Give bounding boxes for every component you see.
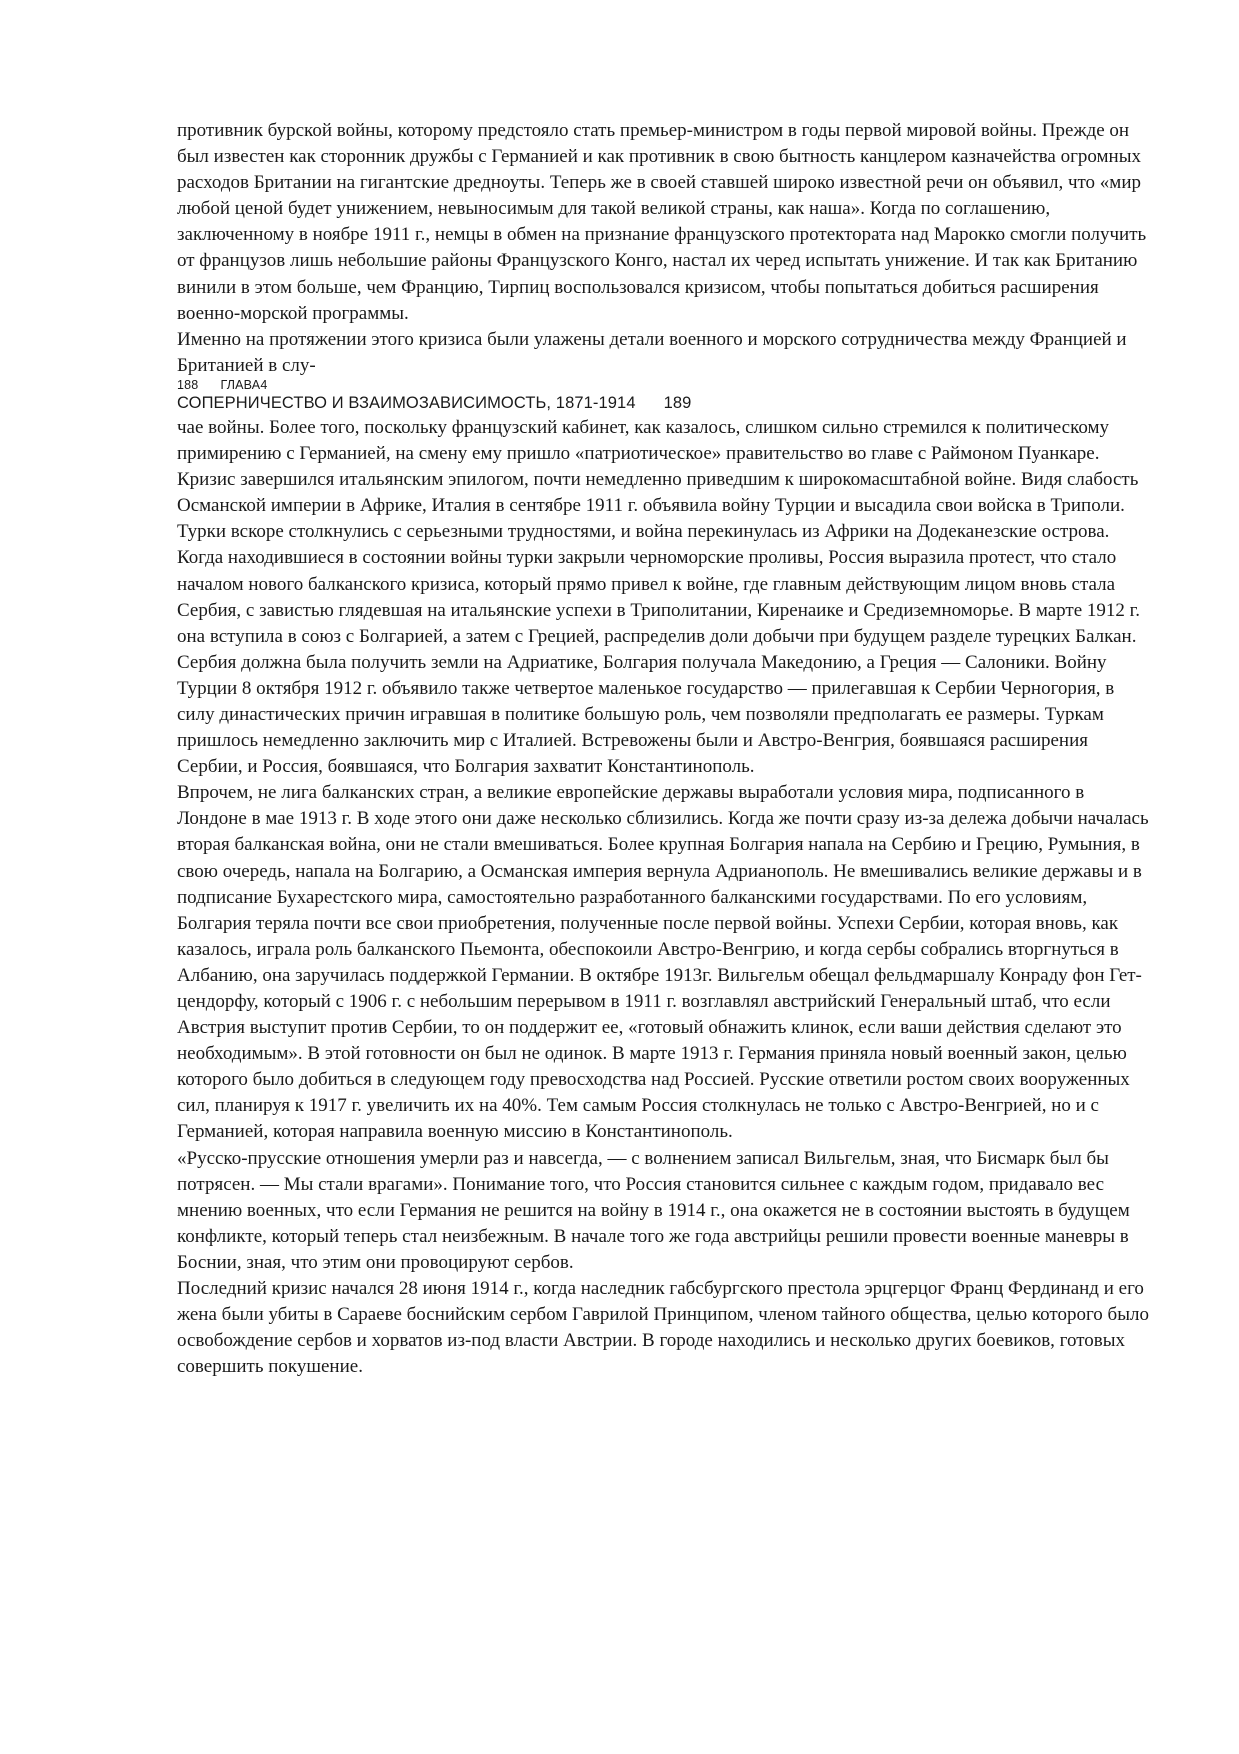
running-title: СОПЕРНИЧЕСТВО И ВЗАИМОЗАВИСИМОСТЬ, 1871-1914 (177, 393, 636, 412)
paragraph: Когда находившиеся в состоянии войны турки закрыли черноморские проливы, Россия выразила протест, что стало началом нового балканского кризиса, который прямо привел к войне, где главным действующим лицом вновь стала Сербия, с завистью глядевшая на итальянские успехи в Триполитании, Киренаике и Средиземноморье. В марте 1912 г. она вступила в союз с Болгарией, а затем с Грецией, распределив доли добычи при будущем разделе турецких Балкан. Сербия должна была получить земли на Адриатике, Болгария получала Македонию, а Греция — Салоники. Войну Турции 8 октября 1912 г. объявило также четвертое маленькое государство — прилегавшая к Сербии Черногория, в силу династических причин игравшая в политике большую роль, чем позволяли предполагать ее размеры. Туркам пришлось немедленно заключить мир с Италией. Встревожены были и Австро-Венгрия, боявшаяся расширения Сербии, и Россия, боявшаяся, что Болгария захватит Константинополь. (177, 547, 1141, 778)
page-number-left: 188 (177, 377, 199, 392)
paragraph: «Русско-прусские отношения умерли раз и навсегда, — с волнением записал Вильгельм, зная, что Бисмарк был бы потрясен. — Мы стали врагами». Понимание того, что Россия становится сильнее с каждым годом, придавало вес мнению военных, что если Германия не решится на войну в 1914 г., она окажется не в состоянии выстоять в будущем конфликте, который теперь стал неизбежным. В начале того же года австрийцы решили провести военные маневры в Боснии, зная, что этим они провоцируют сербов. (177, 1147, 1130, 1273)
running-header-left (177, 379, 1152, 391)
paragraph: Последний кризис начался 28 июня 1914 г., когда наследник габсбургского престола эрцгерцог Франц Фердинанд и его жена были убиты в Сараеве боснийским сербом Гаврилой Принципом, членом тайного общества, целью которого было освобождение сербов и хорватов из-под власти Австрии. В городе находились и несколько других боевиков, готовых совершить покушение. (177, 1278, 1149, 1378)
paragraph: чае войны. Более того, поскольку французский кабинет, как казалось, слишком сильно стремился к политическому примирению с Германией, на смену ему пришло «патриотическое» правительство во главе с Раймоном Пуанкаре. Кризис завершился итальянским эпилогом, почти немедленно приведшим к широкомасштабной войне. Видя слабость Османской империи в Африке, Италия в сентябре 1911 г. объявила войну Турции и высадила свои войска в Триполи. Турки вскоре столкнулись с серьезными трудностями, и война перекинулась из Африки на Додеканезские острова. (177, 416, 1139, 543)
paragraph: противник бурской войны, которому предстояло стать премьер-министром в годы первой мировой войны. Прежде он был известен как сторонник дружбы с Германией и как противник в свою бытность канцлером казначейства огромных расходов Британии на гигантские дредноуты. Теперь же в своей ставшей широко известной речи он объявил, что «мир любой ценой будет унижением, невыносимым для такой великой страны, как наша». Когда по соглашению, заключенному в ноябре 1911 г., немцы в обмен на признание французского протектората над Марокко смогли получить от французов лишь небольшие районы Французского Конго, настал их черед испытать унижение. И так как Британию винили в этом больше, чем Францию, Тирпиц воспользовался кризисом, чтобы попытаться добиться расширения военно-морской программы. (177, 120, 1147, 324)
paragraph: Именно на протяжении этого кризиса были улажены детали военного и морского сотрудничества между Францией и Британией в слу- (177, 328, 1127, 376)
paragraph: Впрочем, не лига балканских стран, а великие европейские державы выработали условия мира, подписанного в Лондоне в мае 1913 г. В ходе этого они даже несколько сблизились. Когда же почти сразу из-за дележа добычи началась вторая балканская война, они не стали вмешиваться. Более крупная Болгария напала на Сербию и Грецию, Румыния, в свою очередь, напала на Болгарию, а Османская империя вернула Адрианополь. Не вмешивались великие державы и в подписание Бухарестского мира, самостоятельно разработанного балканскими государствами. По его условиям, Болгария теряла почти все свои приобретения, полученные после первой войны. Успехи Сербии, которая вновь, как казалось, играла роль балканского Пьемонта, обеспокоили Австро-Венгрию, и когда сербы собрались вторгнуться в Албанию, она заручилась поддержкой Германии. В октябре 1913г. Вильгельм обещал фельдмаршалу Конраду фон Гет-цендорфу, который с 1906 г. с небольшим перерывом в 1911 г. возглавлял австрийский Генеральный штаб, что если Австрия выступит против Сербии, то он поддержит ее, «готовый обнажить клинок, если ваши действия сделают это необходимым». В этой готовности он был не одинок. В марте 1913 г. Германия приняла новый военный закон, целью которого было добиться в следующем году превосходства над Россией. Русские ответили ростом своих вооруженных сил, планируя к 1917 г. увеличить их на 40%. Тем самым Россия столкнулась не только с Австро-Венгрией, но и с Германией, которая направила военную миссию в Константинополь. (177, 782, 1149, 1143)
chapter-label: ГЛАВА4 (220, 377, 268, 392)
page-number-right: 189 (663, 393, 692, 412)
running-header-right (177, 391, 1152, 415)
document-page (177, 118, 1152, 1380)
